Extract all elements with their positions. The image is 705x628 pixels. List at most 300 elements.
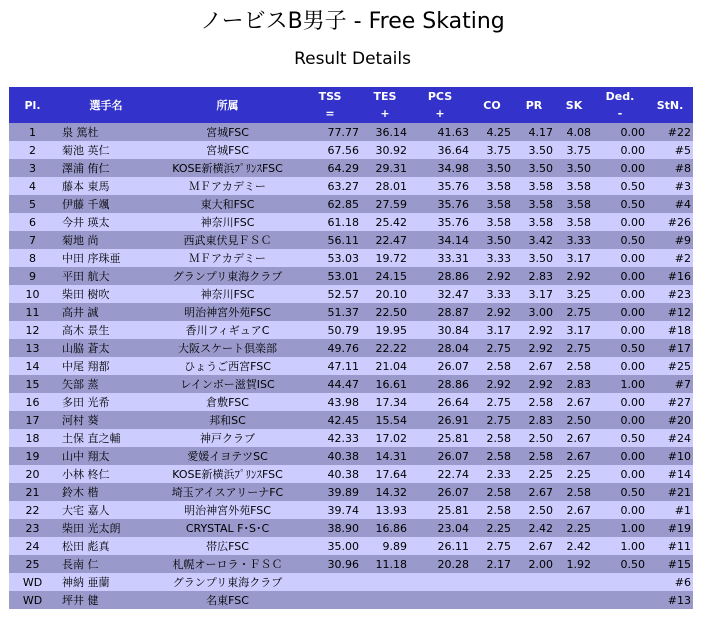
cell-sk: 2.67: [566, 503, 591, 517]
cell-ded: 0.00: [620, 467, 645, 481]
cell-tss: 49.76: [327, 341, 359, 355]
cell-tes: 19.72: [375, 251, 407, 265]
cell-ded: 0.50: [620, 431, 645, 445]
header-tes-top: TES: [373, 90, 397, 103]
cell-club: ひょうご西宮FSC: [184, 360, 271, 373]
cell-sk: 2.75: [566, 305, 591, 319]
header-ded: [593, 87, 647, 123]
cell-pl: 5: [29, 197, 36, 211]
cell-name: 柴田 樹吹: [62, 288, 110, 301]
cell-pl: 18: [25, 431, 40, 445]
cell-pr: 3.42: [528, 233, 553, 247]
cell-name: 小林 柊仁: [62, 468, 110, 481]
cell-pcs: 26.07: [437, 359, 469, 373]
cell-pl: 12: [25, 323, 40, 337]
cell-stn: #19: [667, 521, 691, 535]
cell-co: 2.75: [486, 413, 511, 427]
cell-ded: 1.00: [620, 521, 645, 535]
cell-pr: 2.25: [528, 467, 553, 481]
cell-name: 坪井 健: [62, 594, 99, 607]
cell-tes: 29.31: [375, 161, 407, 175]
cell-pcs: 25.81: [437, 431, 469, 445]
cell-pr: 3.17: [528, 287, 553, 301]
cell-club: 東大和FSC: [200, 198, 255, 211]
cell-tes: 13.93: [375, 503, 407, 517]
cell-pr: 4.17: [528, 125, 553, 139]
cell-sk: 3.50: [566, 161, 591, 175]
cell-pl: 7: [29, 233, 36, 247]
table-row: [9, 393, 693, 411]
cell-pl: 24: [25, 539, 40, 553]
cell-tes: 15.54: [375, 413, 407, 427]
cell-co: 2.92: [486, 269, 511, 283]
cell-pcs: 26.07: [437, 485, 469, 499]
cell-tes: 28.01: [375, 179, 407, 193]
cell-pl: 15: [25, 377, 40, 391]
cell-sk: 3.58: [566, 215, 591, 229]
cell-tss: 43.98: [327, 395, 359, 409]
cell-name: 松田 彪真: [62, 540, 110, 553]
cell-stn: #16: [667, 269, 691, 283]
cell-pr: 2.00: [528, 557, 553, 571]
cell-pr: 3.50: [528, 143, 553, 157]
cell-co: 3.33: [486, 287, 511, 301]
cell-pcs: 22.74: [437, 467, 469, 481]
cell-stn: #14: [667, 467, 691, 481]
cell-ded: 0.00: [620, 143, 645, 157]
cell-stn: #20: [667, 413, 691, 427]
cell-club: 埼玉アイスアリーナFC: [171, 486, 284, 499]
cell-tes: [361, 573, 409, 591]
cell-sk: [555, 591, 593, 609]
cell-pcs: 28.04: [437, 341, 469, 355]
cell-co: 3.17: [486, 323, 511, 337]
cell-pr: 2.58: [528, 449, 553, 463]
cell-pr: 2.83: [528, 413, 553, 427]
cell-club: 香川フィギュアC: [185, 324, 270, 337]
cell-stn: #3: [674, 179, 691, 193]
cell-sk: 1.92: [566, 557, 591, 571]
cell-pcs: [409, 591, 471, 609]
cell-ded: 0.00: [620, 269, 645, 283]
cell-tss: 63.27: [327, 179, 359, 193]
cell-co: 2.75: [486, 341, 511, 355]
cell-ded: 0.00: [620, 215, 645, 229]
cell-pcs: 28.87: [437, 305, 469, 319]
cell-tss: 38.90: [327, 521, 359, 535]
cell-co: [471, 573, 513, 591]
cell-stn: #18: [667, 323, 691, 337]
cell-stn: #11: [667, 539, 691, 553]
cell-sk: 2.42: [566, 539, 591, 553]
header-ded-bottom: -: [617, 107, 623, 120]
cell-tss: 56.11: [327, 233, 359, 247]
cell-pcs: 26.07: [437, 449, 469, 463]
cell-pl: WD: [22, 575, 43, 589]
cell-pr: 2.50: [528, 431, 553, 445]
table-row: [9, 177, 693, 195]
cell-tss: 67.56: [327, 143, 359, 157]
cell-pl: 2: [29, 143, 36, 157]
cell-pcs: 23.04: [437, 521, 469, 535]
cell-pl: 20: [25, 467, 40, 481]
cell-pcs: 34.14: [437, 233, 469, 247]
table-row: [9, 195, 693, 213]
cell-club: 明治神宮外苑FSC: [184, 306, 271, 319]
cell-pr: [513, 573, 555, 591]
cell-ded: 0.50: [620, 557, 645, 571]
cell-club: 神奈川FSC: [200, 288, 255, 301]
cell-co: 2.58: [486, 359, 511, 373]
cell-pl: 25: [25, 557, 40, 571]
cell-club: 倉敷FSC: [206, 396, 249, 409]
cell-tes: 14.32: [375, 485, 407, 499]
cell-co: 3.75: [486, 143, 511, 157]
cell-pcs: 33.31: [437, 251, 469, 265]
header-club: 所属: [216, 99, 239, 112]
cell-pcs: 26.91: [437, 413, 469, 427]
cell-stn: #4: [674, 197, 691, 211]
cell-sk: 2.58: [566, 485, 591, 499]
table-row: [9, 339, 693, 357]
cell-pcs: 30.84: [437, 323, 469, 337]
cell-tss: 62.85: [327, 197, 359, 211]
cell-tes: 16.61: [375, 377, 407, 391]
table-row: [9, 303, 693, 321]
cell-co: 2.92: [486, 305, 511, 319]
cell-pr: 2.67: [528, 539, 553, 553]
table-row: [9, 141, 693, 159]
cell-pcs: 34.98: [437, 161, 469, 175]
cell-sk: 2.50: [566, 413, 591, 427]
header-pcs-bottom: +: [435, 107, 445, 120]
cell-tss: 47.11: [327, 359, 359, 373]
cell-tes: 36.14: [375, 125, 407, 139]
cell-tes: 27.59: [375, 197, 407, 211]
cell-tes: 9.89: [382, 539, 407, 553]
cell-pcs: 28.86: [437, 269, 469, 283]
cell-co: [471, 591, 513, 609]
cell-pcs: 35.76: [437, 197, 469, 211]
cell-club: 明治神宮外苑FSC: [184, 504, 271, 517]
cell-co: 3.58: [486, 179, 511, 193]
cell-name: 多田 光希: [62, 396, 110, 409]
cell-club: 神戸クラブ: [200, 432, 255, 445]
header-name: 選手名: [89, 99, 123, 112]
header-tss-top: TSS: [318, 90, 342, 103]
cell-ded: 0.00: [620, 503, 645, 517]
cell-ded: 0.00: [620, 161, 645, 175]
table-row: [9, 213, 693, 231]
table-row: [9, 447, 693, 465]
cell-pl: 9: [29, 269, 36, 283]
header-sk: SK: [565, 98, 583, 112]
cell-sk: 3.58: [566, 197, 591, 211]
cell-club: ＭＦアカデミー: [189, 180, 266, 193]
header-pl: Pl.: [24, 98, 41, 112]
cell-pl: 1: [29, 125, 36, 139]
cell-pl: 11: [25, 305, 40, 319]
cell-co: 2.25: [486, 521, 511, 535]
cell-pcs: 20.28: [437, 557, 469, 571]
cell-name: 伊藤 千颯: [62, 198, 110, 211]
table-row: [9, 411, 693, 429]
cell-sk: 3.17: [566, 323, 591, 337]
table-row: [9, 375, 693, 393]
cell-pr: 3.50: [528, 251, 553, 265]
cell-sk: 3.25: [566, 287, 591, 301]
cell-sk: 2.58: [566, 359, 591, 373]
cell-name: 神納 亜蘭: [62, 576, 110, 589]
cell-club: 邦和SC: [209, 414, 246, 427]
cell-name: 土保 直之輔: [62, 432, 121, 445]
header-pcs-top: PCS: [427, 90, 453, 103]
cell-tss: [299, 591, 361, 609]
cell-co: 2.33: [486, 467, 511, 481]
cell-tss: 39.89: [327, 485, 359, 499]
cell-sk: 3.58: [566, 179, 591, 193]
cell-ded: 0.50: [620, 179, 645, 193]
cell-tes: 22.50: [375, 305, 407, 319]
cell-tes: 22.22: [375, 341, 407, 355]
table-row: [9, 465, 693, 483]
cell-club: レインボー滋賀ISC: [180, 378, 275, 391]
cell-sk: [555, 573, 593, 591]
cell-tss: 40.38: [327, 467, 359, 481]
cell-ded: 0.50: [620, 485, 645, 499]
cell-club: KOSE新横浜ﾌﾟﾘﾝｽFSC: [172, 162, 283, 175]
header-co: CO: [483, 98, 501, 112]
cell-tes: 11.18: [375, 557, 407, 571]
cell-stn: #10: [667, 449, 691, 463]
cell-tes: 20.10: [375, 287, 407, 301]
cell-sk: 2.67: [566, 431, 591, 445]
table-row: [9, 573, 693, 591]
cell-club: KOSE新横浜ﾌﾟﾘﾝｽFSC: [172, 468, 283, 481]
cell-stn: #25: [667, 359, 691, 373]
table-row: [9, 123, 693, 141]
cell-name: 菊地 尚: [62, 234, 99, 247]
cell-name: 山脇 蒼太: [62, 342, 110, 355]
cell-name: 矢部 蒸: [62, 378, 99, 391]
cell-sk: 2.67: [566, 449, 591, 463]
cell-pl: 3: [29, 161, 36, 175]
cell-pcs: 41.63: [437, 125, 469, 139]
cell-club: 宮城FSC: [206, 144, 249, 157]
cell-name: 澤浦 侑仁: [62, 162, 110, 175]
cell-co: 2.58: [486, 485, 511, 499]
table-row: [9, 159, 693, 177]
cell-ded: 0.50: [620, 233, 645, 247]
cell-name: 藤本 東馬: [62, 180, 110, 193]
cell-pcs: 28.86: [437, 377, 469, 391]
table-row: [9, 267, 693, 285]
cell-sk: 2.25: [566, 521, 591, 535]
cell-pr: 2.50: [528, 503, 553, 517]
header-tes: [361, 87, 409, 123]
table-row: [9, 519, 693, 537]
cell-pcs: 32.47: [437, 287, 469, 301]
cell-tes: 22.47: [375, 233, 407, 247]
cell-tss: 50.79: [327, 323, 359, 337]
cell-pr: 2.42: [528, 521, 553, 535]
cell-sk: 2.92: [566, 269, 591, 283]
cell-co: 4.25: [486, 125, 511, 139]
header-ded-top: Ded.: [605, 90, 635, 103]
cell-club: ＭＦアカデミー: [189, 252, 266, 265]
cell-stn: #2: [674, 251, 691, 265]
cell-tes: 25.42: [375, 215, 407, 229]
cell-stn: #23: [667, 287, 691, 301]
cell-ded: 0.50: [620, 341, 645, 355]
cell-stn: #27: [667, 395, 691, 409]
cell-pr: 3.50: [528, 161, 553, 175]
cell-stn: #22: [667, 125, 691, 139]
cell-stn: #17: [667, 341, 691, 355]
cell-stn: #15: [667, 557, 691, 571]
cell-ded: 0.00: [620, 359, 645, 373]
cell-pr: 3.58: [528, 215, 553, 229]
cell-tss: 42.33: [327, 431, 359, 445]
cell-club: 名東FSC: [206, 594, 249, 607]
cell-ded: 0.00: [620, 251, 645, 265]
cell-pl: WD: [22, 593, 43, 607]
cell-sk: 2.67: [566, 395, 591, 409]
cell-club: 大阪スケート倶楽部: [178, 342, 277, 355]
table-row: [9, 429, 693, 447]
cell-name: 中尾 翔都: [62, 360, 110, 373]
cell-ded: [593, 591, 647, 609]
cell-stn: #26: [667, 215, 691, 229]
header-pr: PR: [525, 98, 543, 112]
cell-pr: 2.58: [528, 395, 553, 409]
table-row: [9, 537, 693, 555]
table-row: [9, 321, 693, 339]
cell-pr: 3.00: [528, 305, 553, 319]
cell-pl: 6: [29, 215, 36, 229]
cell-tss: 64.29: [327, 161, 359, 175]
cell-pl: 21: [25, 485, 40, 499]
cell-pl: 23: [25, 521, 40, 535]
cell-tss: 53.03: [327, 251, 359, 265]
table-row: [9, 231, 693, 249]
cell-tss: 40.38: [327, 449, 359, 463]
cell-co: 3.58: [486, 215, 511, 229]
table-row: [9, 483, 693, 501]
results-table: [9, 87, 693, 609]
cell-co: 3.58: [486, 197, 511, 211]
cell-ded: 0.00: [620, 413, 645, 427]
cell-pl: 8: [29, 251, 36, 265]
cell-name: 菊池 英仁: [62, 144, 110, 157]
cell-tss: 77.77: [327, 125, 359, 139]
header-row: [9, 87, 693, 123]
cell-club: 帯広FSC: [206, 540, 249, 553]
cell-pcs: [409, 573, 471, 591]
cell-tes: [361, 591, 409, 609]
cell-ded: 0.50: [620, 197, 645, 211]
cell-pr: 2.92: [528, 341, 553, 355]
cell-pr: 3.58: [528, 197, 553, 211]
cell-stn: #1: [674, 503, 691, 517]
cell-pcs: 35.76: [437, 215, 469, 229]
cell-stn: #7: [674, 377, 691, 391]
cell-stn: #21: [667, 485, 691, 499]
cell-ded: 0.00: [620, 449, 645, 463]
cell-ded: [593, 573, 647, 591]
cell-name: 中田 序珠亜: [62, 252, 121, 265]
cell-name: 長南 仁: [62, 558, 99, 571]
cell-stn: #9: [674, 233, 691, 247]
header-stn: StN.: [656, 98, 684, 112]
cell-pcs: 36.64: [437, 143, 469, 157]
cell-tss: 52.57: [327, 287, 359, 301]
cell-tes: 19.95: [375, 323, 407, 337]
cell-pr: [513, 591, 555, 609]
cell-tes: 16.86: [375, 521, 407, 535]
cell-pcs: 26.64: [437, 395, 469, 409]
cell-co: 3.33: [486, 251, 511, 265]
cell-co: 2.75: [486, 395, 511, 409]
header-tss-bottom: =: [325, 107, 335, 120]
table-row: [9, 285, 693, 303]
cell-co: 2.58: [486, 503, 511, 517]
cell-stn: #6: [674, 575, 691, 589]
cell-pl: 10: [25, 287, 40, 301]
cell-ded: 0.00: [620, 395, 645, 409]
cell-pl: 19: [25, 449, 40, 463]
cell-co: 2.17: [486, 557, 511, 571]
page-title: ノービスB男子 - Free Skating: [200, 9, 505, 34]
cell-ded: 1.00: [620, 539, 645, 553]
cell-ded: 0.00: [620, 287, 645, 301]
cell-name: 山中 翔太: [62, 450, 110, 463]
cell-stn: #12: [667, 305, 691, 319]
cell-tes: 30.92: [375, 143, 407, 157]
cell-tes: 24.15: [375, 269, 407, 283]
cell-club: グランプリ東海クラブ: [172, 576, 283, 589]
cell-name: 高井 誠: [62, 306, 99, 319]
cell-name: 泉 篤杜: [62, 126, 99, 139]
cell-sk: 3.33: [566, 233, 591, 247]
cell-pr: 2.67: [528, 485, 553, 499]
header-pcs: [409, 87, 471, 123]
cell-club: 札幌オーロラ・ＦＳＣ: [172, 558, 283, 571]
cell-pr: 2.92: [528, 323, 553, 337]
cell-tss: 30.96: [327, 557, 359, 571]
cell-pr: 3.58: [528, 179, 553, 193]
cell-name: 大宅 嘉人: [62, 504, 110, 517]
cell-sk: 2.75: [566, 341, 591, 355]
table-row: [9, 357, 693, 375]
cell-sk: 3.17: [566, 251, 591, 265]
cell-name: 鈴木 楷: [62, 486, 99, 499]
cell-pr: 2.67: [528, 359, 553, 373]
table-row: [9, 249, 693, 267]
cell-tss: 61.18: [327, 215, 359, 229]
cell-co: 3.50: [486, 233, 511, 247]
cell-tes: 21.04: [375, 359, 407, 373]
cell-ded: 0.00: [620, 305, 645, 319]
cell-sk: 3.75: [566, 143, 591, 157]
cell-co: 2.58: [486, 431, 511, 445]
cell-name: 今井 瑛太: [62, 216, 110, 229]
cell-club: 西武東伏見ＦＳＣ: [183, 234, 272, 247]
header-tss: [299, 87, 361, 123]
cell-club: CRYSTAL F･S･C: [185, 522, 270, 535]
cell-ded: 0.00: [620, 323, 645, 337]
cell-pr: 2.92: [528, 377, 553, 391]
